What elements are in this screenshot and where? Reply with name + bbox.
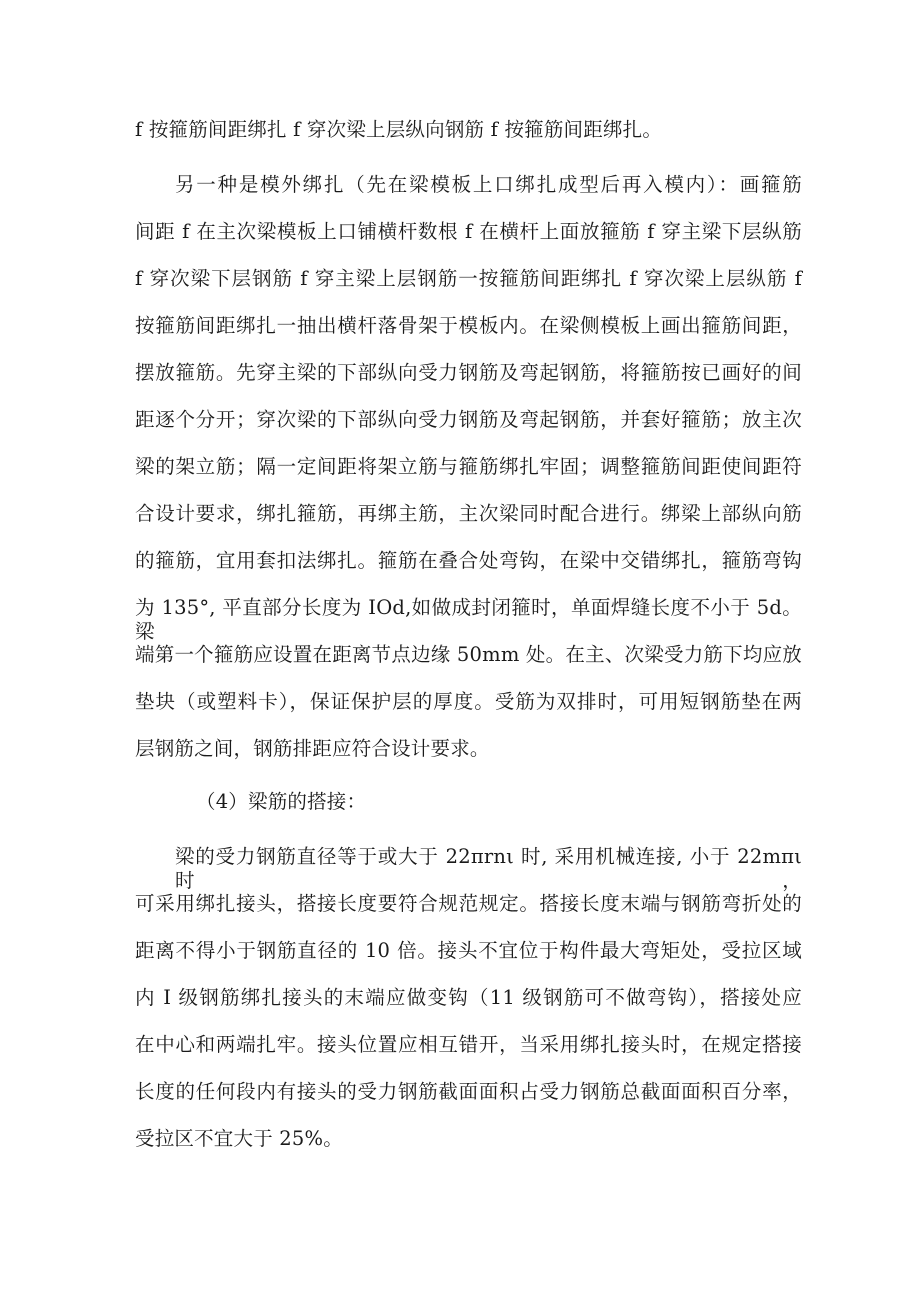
paragraph-line: f 按箍筋间距绑扎 f 穿次梁上层纵向钢筋 f 按箍筋间距绑扎。 [135,118,663,141]
paragraph-line: 摆放箍筋。先穿主梁的下部纵向受力钢筋及弯起钢筋，将箍筋按已画好的间 [135,361,802,384]
paragraph-line: 合设计要求，绑扎箍筋，再绑主筋，主次梁同时配合进行。绑梁上部纵向筋 [135,502,802,525]
paragraph-line: 的箍筋，宜用套扣法绑扎。箍筋在叠合处弯钩，在梁中交错绑扎，箍筋弯钩 [135,549,802,572]
paragraph-line: 垫块（或塑料卡），保证保护层的厚度。受筋为双排时，可用短钢筋垫在两 [135,690,802,713]
paragraph-line: 内 I 级钢筋绑扎接头的末端应做变钩（11 级钢筋可不做弯钩），搭接处应 [135,986,802,1009]
section-heading: （4）梁筋的搭接： [196,790,367,813]
paragraph-line: 梁的架立筋；隔一定间距将架立筋与箍筋绑扎牢固；调整箍筋间距使间距符 [135,455,802,478]
paragraph-line: 另一种是模外绑扎（先在梁模板上口绑扎成型后再入模内）：画箍筋 [175,173,802,196]
paragraph-line: 距离不得小于钢筋直径的 10 倍。接头不宜位于构件最大弯矩处，受拉区域 [135,939,802,962]
paragraph-line: 按箍筋间距绑扎一抽出横杆落骨架于模板内。在梁侧模板上画出箍筋间距， [135,314,802,337]
paragraph-line: 可采用绑扎接头，搭接长度要符合规范规定。搭接长度末端与钢筋弯折处的 [135,892,802,915]
paragraph-line: 梁的受力钢筋直径等于或大于 22πrnι 时, 采用机械连接, 小于 22mπι 时， [175,845,802,892]
paragraph-line: 长度的任何段内有接头的受力钢筋截面面积占受力钢筋总截面面积百分率， [135,1080,802,1103]
paragraph-line: f 穿次梁下层钢筋 f 穿主梁上层钢筋一按箍筋间距绑扎 f 穿次梁上层纵筋 f [135,267,802,290]
paragraph-line: 在中心和两端扎牢。接头位置应相互错开，当采用绑扎接头时，在规定搭接 [135,1033,802,1056]
paragraph-line: 端第一个箍筋应设置在距离节点边缘 50mm 处。在主、次梁受力筋下均应放 [135,643,802,666]
paragraph-line: 为 135°, 平直部分长度为 IOd,如做成封闭箍时，单面焊缝长度不小于 5d。梁 [135,596,802,643]
paragraph-line: 层钢筋之间，钢筋排距应符合设计要求。 [135,737,490,760]
paragraph-line: 距逐个分开；穿次梁的下部纵向受力钢筋及弯起钢筋，并套好箍筋；放主次 [135,408,802,431]
paragraph-line: 受拉区不宜大于 25%。 [135,1127,343,1150]
paragraph-line: 间距 f 在主次梁模板上口铺横杆数根 f 在横杆上面放箍筋 f 穿主梁下层纵筋 [135,220,802,243]
